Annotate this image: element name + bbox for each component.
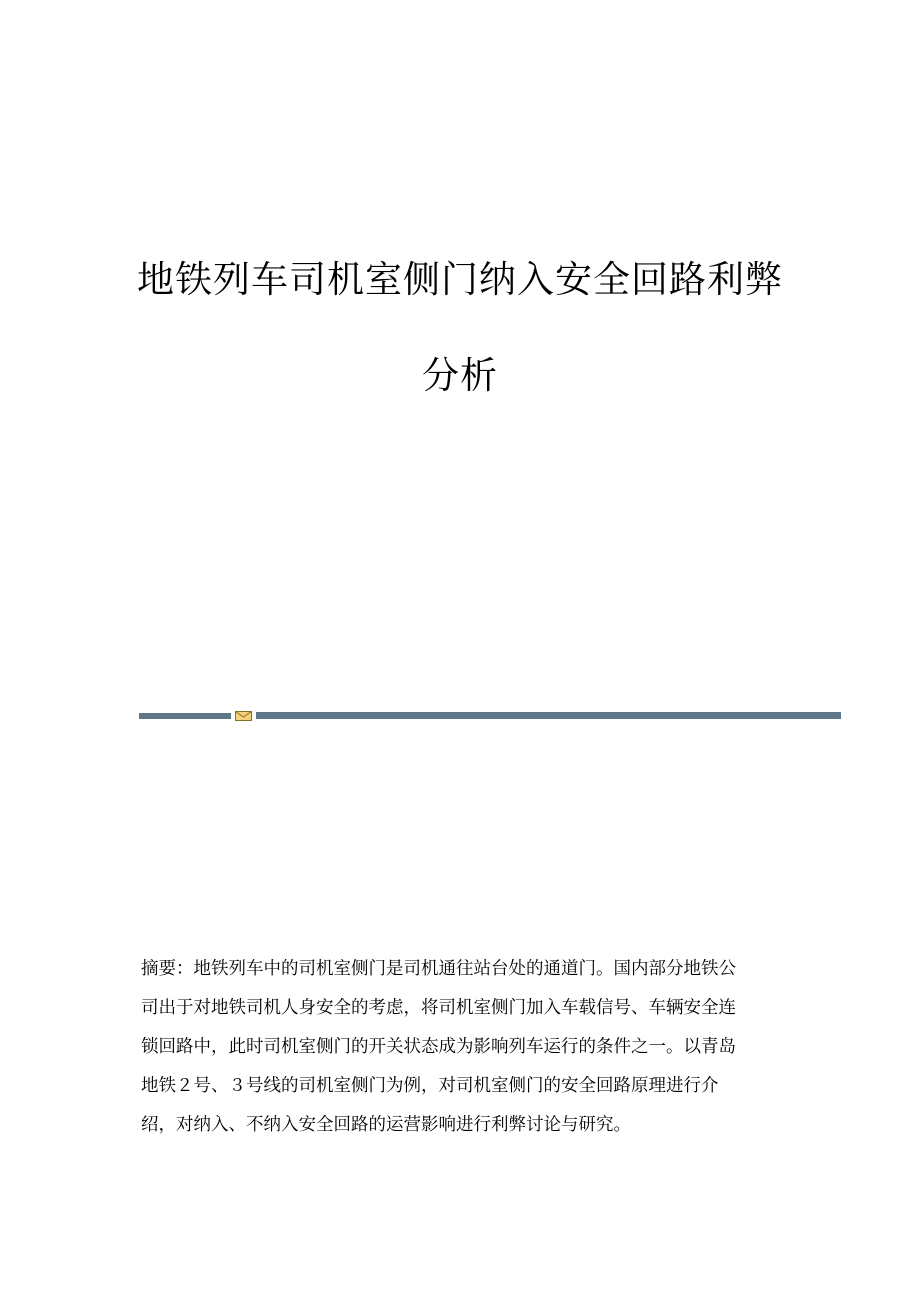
abstract-line: 司出于对地铁司机人身安全的考虑，将司机室侧门加入车载信号、车辆安全连	[141, 998, 736, 1018]
abstract-paragraph	[141, 950, 781, 1145]
document-title	[0, 258, 920, 398]
abstract-line: 绍，对纳入、不纳入安全回路的运营影响进行利弊讨论与研究。	[141, 1115, 631, 1135]
abstract-line: 锁回路中，此时司机室侧门的开关状态成为影响列车运行的条件之一。以青岛	[141, 1037, 736, 1057]
envelope-icon	[235, 711, 252, 721]
title-divider	[139, 711, 841, 721]
title-line-1: 地铁列车司机室侧门纳入安全回路利弊	[137, 258, 783, 301]
divider-bar-right	[256, 712, 841, 719]
abstract-line: 摘要：地铁列车中的司机室侧门是司机通往站台处的通道门。国内部分地铁公	[141, 959, 736, 979]
title-line-2: 分析	[422, 354, 498, 397]
abstract-line: 地铁２号、３号线的司机室侧门为例，对司机室侧门的安全回路原理进行介	[141, 1076, 719, 1096]
divider-bar-left	[139, 713, 231, 719]
